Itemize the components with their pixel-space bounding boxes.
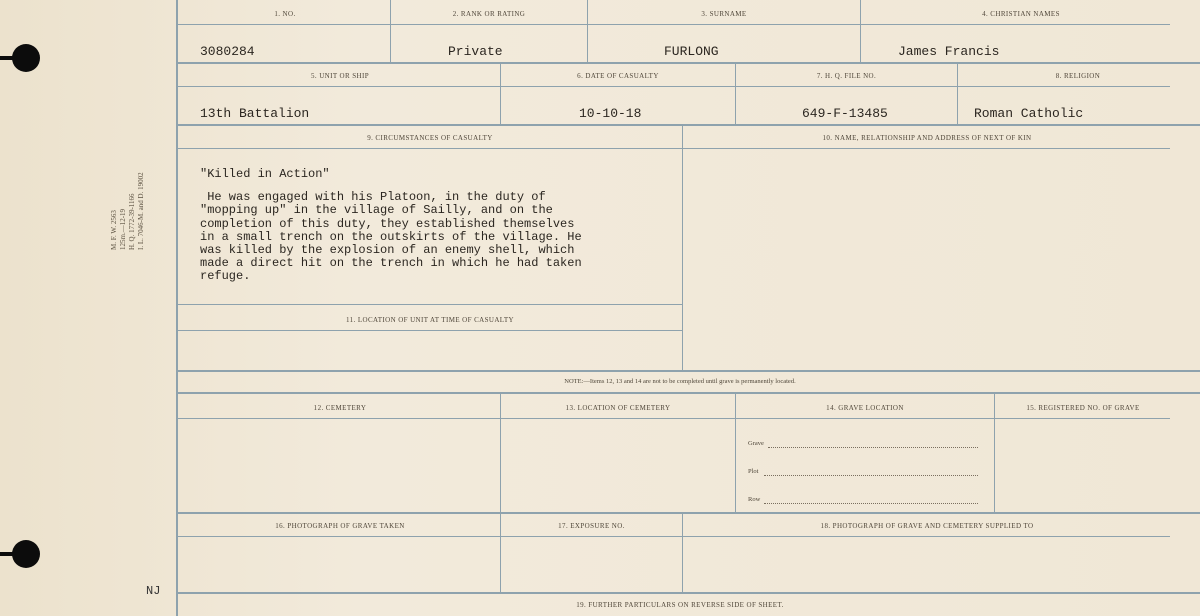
circumstances-line: He was engaged with his Platoon, in the duty of (200, 190, 546, 205)
form-ref-line: M. F. W. 2563 (110, 210, 118, 250)
circumstances-line: was killed by the explosion of an enemy shell, which (200, 243, 575, 258)
rule (178, 86, 1170, 87)
footer-initials: NJ (146, 584, 161, 598)
circumstances-line: "mopping up" in the village of Sailly, and on the (200, 203, 553, 218)
location-of-unit-label: 11. LOCATION OF UNIT AT TIME OF CASUALTY (346, 316, 514, 324)
date-label: 6. DATE OF CASUALTY (577, 72, 659, 80)
rule (178, 304, 682, 305)
unit-value: 13th Battalion (200, 106, 310, 121)
circumstances-heading: "Killed in Action" (200, 167, 330, 181)
plot-field-label: Plot (748, 468, 759, 475)
punch-hole (12, 540, 40, 568)
unit-label: 5. UNIT OR SHIP (311, 72, 369, 80)
rule (178, 418, 1170, 419)
registered-no-label: 15. REGISTERED NO. OF GRAVE (1026, 404, 1140, 412)
circumstances-line: in a small trench on the outskirts of the village. He (200, 229, 582, 244)
number-label: 1. NO. (274, 10, 296, 18)
punch-hole (12, 44, 40, 72)
circumstances-line: refuge. (200, 269, 251, 284)
religion-value: Roman Catholic (974, 106, 1084, 121)
circumstances-text (200, 168, 670, 284)
further-particulars-label: 19. FURTHER PARTICULARS ON REVERSE SIDE OF SHEET. (576, 601, 784, 609)
circumstances-line: made a direct hit on the trench in which he had taken (200, 256, 582, 271)
photograph-supplied-label: 18. PHOTOGRAPH OF GRAVE AND CEMETERY SUPPLIED TO (820, 522, 1034, 530)
rule (178, 592, 1200, 594)
rule (178, 24, 1170, 25)
form-ref-line: H. Q. 1772-39-1166 (128, 193, 136, 250)
cemetery-label: 12. CEMETERY (313, 404, 367, 412)
form-reference (110, 130, 146, 250)
row-field-label: Row (748, 496, 761, 503)
file-no-label: 7. H. Q. FILE NO. (816, 72, 877, 80)
grave-dotted-line (768, 447, 978, 448)
date-value: 10-10-18 (579, 106, 642, 121)
form-ref-line: 125m.—12-19 (119, 208, 127, 250)
next-of-kin-label: 10. NAME, RELATIONSHIP AND ADDRESS OF NEXT OF KIN (822, 134, 1032, 142)
rule (178, 512, 1200, 514)
christian-names-value: James Francis (898, 44, 1000, 59)
rule (178, 370, 1200, 372)
plot-dotted-line (764, 475, 978, 476)
rule (178, 392, 1200, 394)
note-text: NOTE:—Items 12, 13 and 14 are not to be completed until grave is permanently located. (564, 378, 796, 385)
surname-label: 3. SURNAME (701, 10, 747, 18)
rule (178, 62, 1200, 64)
religion-label: 8. RELIGION (1055, 72, 1101, 80)
rank-label: 2. RANK OR RATING (452, 10, 526, 18)
column-rule (682, 126, 683, 370)
rule (178, 330, 682, 331)
surname-value: FURLONG (664, 44, 719, 59)
exposure-no-label: 17. EXPOSURE NO. (558, 522, 625, 530)
grave-location-label: 14. GRAVE LOCATION (826, 404, 904, 412)
form-ref-line: I. L. 7046-M. and D. 19002 (137, 172, 145, 250)
file-no-value: 649-F-13485 (802, 106, 888, 121)
row-dotted-line (764, 503, 978, 504)
circumstances-label: 9. CIRCUMSTANCES OF CASUALTY (367, 134, 493, 142)
column-rule (682, 514, 683, 592)
rule (178, 148, 1170, 149)
cemetery-location-label: 13. LOCATION OF CEMETERY (565, 404, 671, 412)
rule (178, 536, 1170, 537)
christian-names-label: 4. CHRISTIAN NAMES (982, 10, 1060, 18)
rank-value: Private (448, 44, 503, 59)
photograph-taken-label: 16. PHOTOGRAPH OF GRAVE TAKEN (275, 522, 405, 530)
circumstances-line: completion of this duty, they established themselves (200, 216, 575, 231)
service-number: 3080284 (200, 44, 255, 59)
rule (178, 124, 1200, 126)
grave-field-label: Grave (748, 440, 764, 447)
